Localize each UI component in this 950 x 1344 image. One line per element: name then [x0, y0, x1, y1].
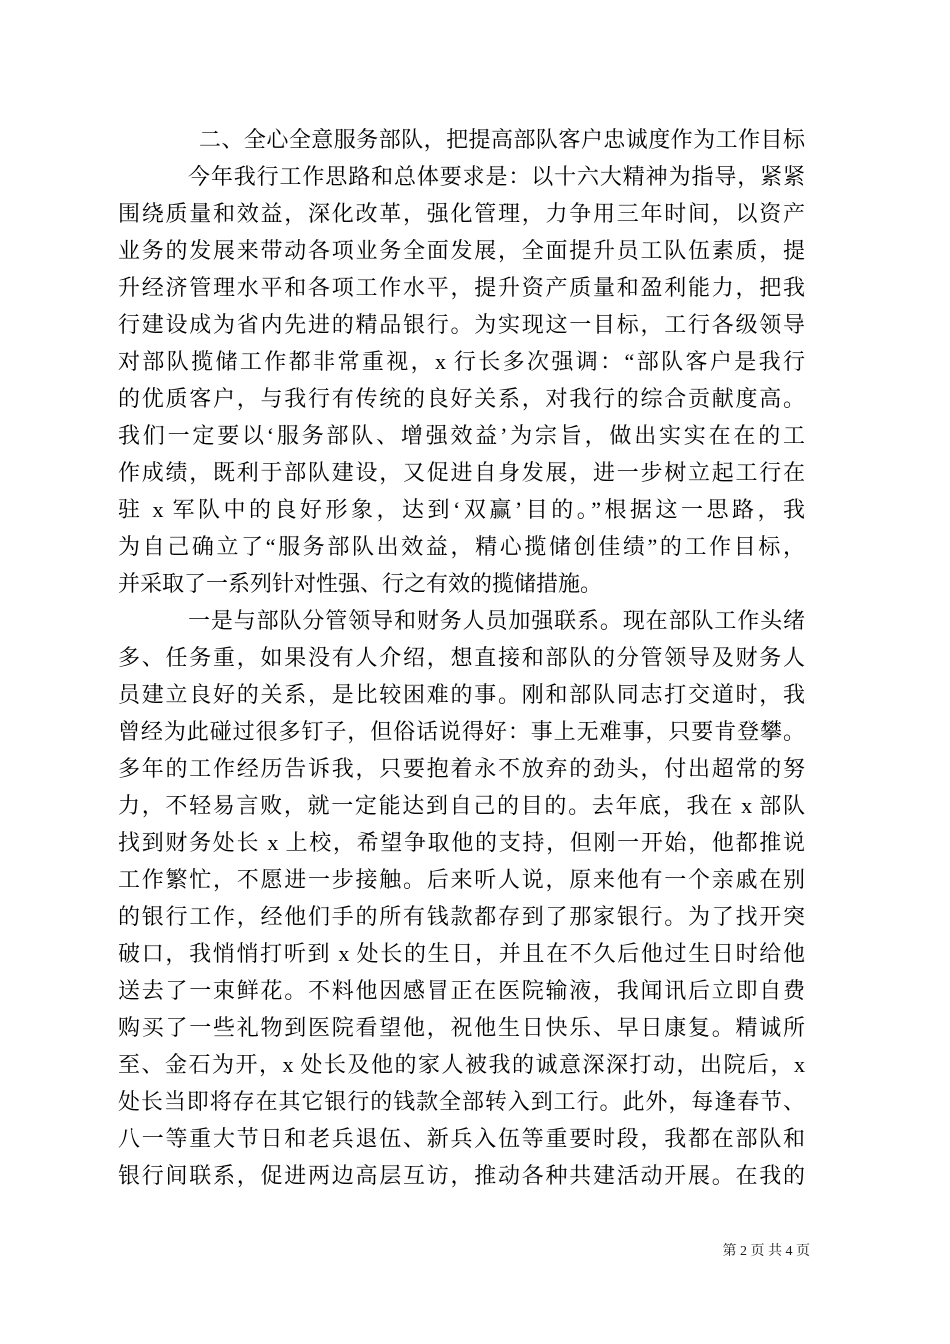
page-number: 第 2 页 共 4 页	[722, 1244, 810, 1259]
text-line: 处长当即将存在其它银行的钱款全部转入到工行。此外，每逢春节、	[118, 1089, 805, 1114]
section-heading: 二、全心全意服务部队，把提高部队客户忠诚度作为工作目标	[199, 127, 805, 152]
text-line: 破口，我悄悄打听到 x 处长的生日，并且在不久后他过生日时给他	[118, 941, 805, 966]
text-line: 送去了一束鲜花。不料他因感冒正在医院输液，我闻讯后立即自费	[118, 978, 805, 1003]
text-line: 围绕质量和效益，深化改革，强化管理，力争用三年时间，以资产	[118, 201, 805, 226]
text-line: 银行间联系，促进两边高层互访，推动各种共建活动开展。在我的	[118, 1163, 805, 1188]
text-line: 多年的工作经历告诉我，只要抱着永不放弃的劲头，付出超常的努	[118, 756, 805, 781]
text-line: 作成绩，既利于部队建设，又促进自身发展，进一步树立起工行在	[118, 460, 805, 485]
text-line: 曾经为此碰过很多钉子，但俗话说得好：事上无难事，只要肯登攀。	[118, 719, 805, 744]
text-line: 业务的发展来带动各项业务全面发展，全面提升员工队伍素质，提	[118, 238, 805, 263]
text-line: 至、金石为开，x 处长及他的家人被我的诚意深深打动，出院后，x	[118, 1052, 805, 1077]
text-line: 我们一定要以‘服务部队、增强效益’为宗旨，做出实实在在的工	[118, 423, 805, 448]
text-line: 对部队揽储工作都非常重视，x 行长多次强调：“部队客户是我行	[118, 349, 805, 374]
text-line: 行建设成为省内先进的精品银行。为实现这一目标，工行各级领导	[118, 312, 805, 337]
text-line: 为自己确立了“服务部队出效益，精心揽储创佳绩”的工作目标，	[118, 534, 805, 559]
text-line: 的银行工作，经他们手的所有钱款都存到了那家银行。为了找开突	[118, 904, 805, 929]
text-line: 并采取了一系列针对性强、行之有效的揽储措施。	[118, 571, 603, 596]
text-line: 一是与部队分管领导和财务人员加强联系。现在部队工作头绪	[188, 608, 805, 633]
text-line: 今年我行工作思路和总体要求是：以十六大精神为指导，紧紧	[188, 164, 805, 189]
text-line: 的优质客户，与我行有传统的良好关系，对我行的综合贡献度高。	[118, 386, 805, 411]
text-line: 力，不轻易言败，就一定能达到自己的目的。去年底，我在 x 部队	[118, 793, 805, 818]
text-line: 多、任务重，如果没有人介绍，想直接和部队的分管领导及财务人	[118, 645, 805, 670]
text-line: 驻 x 军队中的良好形象，达到‘双赢’目的。”根据这一思路，我	[118, 497, 805, 522]
text-line: 工作繁忙，不愿进一步接触。后来听人说，原来他有一个亲戚在别	[118, 867, 805, 892]
text-line: 找到财务处长 x 上校，希望争取他的支持，但刚一开始，他都推说	[118, 830, 805, 855]
text-line: 八一等重大节日和老兵退伍、新兵入伍等重要时段，我都在部队和	[118, 1126, 805, 1151]
text-line: 购买了一些礼物到医院看望他，祝他生日快乐、早日康复。精诚所	[118, 1015, 805, 1040]
text-line: 升经济管理水平和各项工作水平，提升资产质量和盈利能力，把我	[118, 275, 805, 300]
document-body	[118, 121, 805, 1194]
text-line: 员建立良好的关系，是比较困难的事。刚和部队同志打交道时，我	[118, 682, 805, 707]
